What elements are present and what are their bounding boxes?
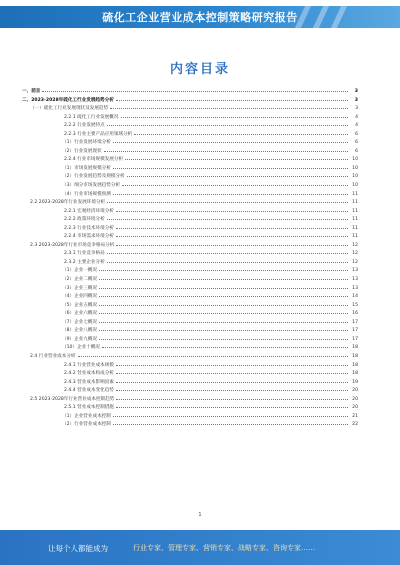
toc-entry-page: 11	[352, 217, 358, 223]
toc-entry-text: 2.5.1 营业成本控制措施	[64, 405, 114, 411]
toc-entry-text: 2.2.2 行业发展特点	[64, 123, 105, 129]
toc-entry[interactable]	[22, 231, 358, 240]
toc-entry[interactable]	[22, 95, 358, 104]
toc-entry-page: 19	[352, 379, 358, 385]
toc-leader-dots	[116, 206, 348, 212]
toc-entry-page: 10	[352, 183, 358, 189]
toc-entry[interactable]	[22, 377, 358, 386]
toc-entry[interactable]	[22, 394, 358, 403]
toc-entry[interactable]	[22, 265, 358, 274]
toc-leader-dots	[99, 334, 348, 340]
toc-entry-text: 2.4.2 营业成本构成分析	[64, 371, 114, 377]
toc-entry-text: 2.2.2 政策环境分析	[64, 217, 105, 223]
page-footer	[0, 530, 400, 565]
toc-leader-dots	[121, 112, 349, 118]
toc-leader-dots	[99, 317, 348, 323]
toc-entry[interactable]	[22, 86, 358, 95]
toc-entry-text: （4）行业市场规模预测	[62, 191, 111, 197]
toc-entry-text: 2.2.3 行业主要产品应用领域分析	[64, 131, 133, 137]
toc-entry-page: 17	[352, 328, 358, 334]
footer-slogan: 让每个人都能成为	[48, 544, 108, 553]
toc-leader-dots	[113, 137, 348, 143]
toc-entry[interactable]	[22, 325, 358, 334]
toc-leader-dots	[107, 248, 348, 254]
toc-entry[interactable]	[22, 351, 358, 360]
toc-entry-text: （1）市场发展规模分析	[62, 165, 111, 171]
toc-entry-text: 2.5 2023-2028年行业营业成本控制趋势	[30, 396, 115, 402]
toc-entry-text: 2.2.1 宏观经济环境分析	[64, 208, 114, 214]
toc-entry-page: 11	[352, 208, 358, 214]
toc-entry[interactable]	[22, 248, 358, 257]
toc-entry-page: 18	[352, 362, 358, 368]
toc-entry-page: 22	[352, 422, 358, 428]
toc-leader-dots	[102, 342, 348, 348]
toc-entry-text: （一）硫化工行业发展现状及发展趋势	[30, 106, 109, 112]
toc-entry[interactable]	[22, 317, 358, 326]
toc-entry-page: 3	[355, 106, 358, 112]
toc-entry-text: 2.2 2023-2028年行业发展环境分析	[30, 200, 106, 206]
toc-entry-page: 6	[355, 140, 358, 146]
toc-leader-dots	[116, 95, 348, 101]
toc-entry[interactable]	[22, 112, 358, 121]
toc-entry-page: 3	[354, 97, 358, 103]
toc-entry-text: 2.3.2 主要企业分析	[64, 259, 105, 265]
toc-entry[interactable]	[22, 137, 358, 146]
toc-entry-page: 18	[352, 353, 358, 359]
footer-tagline: 行业专家、管理专家、营销专家、战略专家、咨询专家……	[133, 544, 315, 552]
toc-leader-dots	[122, 180, 348, 186]
toc-entry[interactable]	[22, 291, 358, 300]
toc-leader-dots	[116, 231, 348, 237]
toc-entry[interactable]	[22, 214, 358, 223]
toc-entry-text: （9）企业九概况	[62, 336, 98, 342]
toc-entry[interactable]	[22, 103, 358, 112]
toc-entry-text: 2.4.4 营业成本变化趋势	[64, 388, 114, 394]
toc-leader-dots	[99, 325, 348, 331]
toc-leader-dots	[116, 223, 348, 229]
toc-entry-page: 13	[352, 285, 358, 291]
toc-entry[interactable]	[22, 300, 358, 309]
toc-entry-text: 2.4.3 营业成本影响因素	[64, 379, 114, 385]
toc-title: 内容目录	[169, 62, 230, 77]
toc-entry-text: 2.2.4 市场需求环境分析	[64, 234, 114, 240]
toc-leader-dots	[116, 402, 348, 408]
toc-entry-text: （4）企业四概况	[62, 294, 98, 300]
toc-entry[interactable]	[22, 163, 358, 172]
toc-entry[interactable]	[22, 257, 358, 266]
toc-leader-dots	[113, 163, 348, 169]
toc-entry-page: 11	[352, 200, 358, 206]
toc-entry[interactable]	[22, 171, 358, 180]
toc-entry-page: 17	[352, 319, 358, 325]
toc-leader-dots	[113, 419, 348, 425]
toc-entry-page: 20	[352, 396, 358, 402]
toc-entry-text: （2）行业营业成本控制	[62, 422, 111, 428]
toc-entry-text: 2.2.4 行业市场规模发展分析	[64, 157, 124, 163]
toc-entry-text: （6）企业六概况	[62, 311, 98, 317]
toc-entry-page: 18	[352, 371, 358, 377]
toc-entry-page: 4	[355, 123, 358, 129]
toc-entry[interactable]	[22, 385, 358, 394]
toc-entry-text: （1）企业营业成本控制	[62, 413, 111, 419]
toc-entry-text: 2.4 行业营业成本分析	[30, 353, 76, 359]
toc-leader-dots	[134, 129, 348, 135]
toc-entry[interactable]	[22, 283, 358, 292]
toc-leader-dots	[116, 368, 348, 374]
toc-leader-dots	[127, 171, 348, 177]
toc-entry-text: （2）企业二概况	[62, 277, 98, 283]
toc-entry-text: （2）行业发展现状	[62, 148, 102, 154]
toc-entry[interactable]	[22, 368, 358, 377]
toc-entry-page: 15	[352, 302, 358, 308]
table-of-contents	[22, 86, 358, 428]
toc-entry-text: （5）企业五概况	[62, 302, 98, 308]
toc-entry[interactable]	[22, 240, 358, 249]
toc-entry[interactable]	[22, 411, 358, 420]
toc-entry-text: （7）企业七概况	[62, 319, 98, 325]
toc-entry-page: 11	[352, 225, 358, 231]
toc-entry[interactable]	[22, 419, 358, 428]
toc-entry-page: 20	[352, 405, 358, 411]
toc-entry-page: 10	[352, 174, 358, 180]
toc-entry-page: 14	[352, 294, 358, 300]
toc-entry-page: 13	[352, 277, 358, 283]
toc-entry-page: 21	[352, 413, 358, 419]
toc-leader-dots	[107, 214, 348, 220]
page-header	[0, 0, 400, 34]
toc-leader-dots	[99, 265, 348, 271]
toc-entry-text: 2.2.3 行业技术环境分析	[64, 225, 114, 231]
toc-entry[interactable]	[22, 334, 358, 343]
toc-entry[interactable]	[22, 197, 358, 206]
toc-entry-text: （3）企业三概况	[62, 285, 98, 291]
toc-entry-page: 3	[354, 89, 358, 94]
page-number: 1	[198, 512, 202, 518]
toc-leader-dots	[107, 257, 348, 263]
toc-entry-text: （1）企业一概况	[62, 268, 98, 274]
toc-entry-page: 12	[352, 251, 358, 257]
toc-entry-page: 6	[355, 131, 358, 137]
toc-leader-dots	[113, 411, 348, 417]
toc-leader-dots	[116, 377, 348, 383]
toc-entry-text: 2.3.1 行业竞争格局	[64, 251, 105, 257]
toc-entry-text: 2.4.1 行业营业成本规模	[64, 362, 114, 368]
toc-leader-dots	[110, 103, 348, 109]
toc-leader-dots	[113, 189, 348, 195]
toc-leader-dots	[99, 283, 348, 289]
toc-entry-text: 二、2023-2028年硫化工行业发展趋势分析	[22, 97, 114, 103]
toc-leader-dots	[125, 154, 348, 160]
toc-entry[interactable]	[22, 360, 358, 369]
toc-entry-page: 10	[352, 157, 358, 163]
toc-entry-page: 12	[352, 259, 358, 265]
toc-leader-dots	[78, 351, 348, 357]
toc-leader-dots	[99, 274, 348, 280]
report-title: 硫化工企业营业成本控制策略研究报告	[102, 11, 298, 24]
toc-entry[interactable]	[22, 342, 358, 351]
toc-entry[interactable]	[22, 120, 358, 129]
toc-leader-dots	[107, 197, 348, 203]
toc-leader-dots	[116, 385, 348, 391]
toc-entry-text: 2.3 2023-2028年行业市场竞争格局分析	[30, 242, 115, 248]
toc-entry-text: 2.2.1 硫化工行业发展概况	[64, 114, 119, 120]
toc-entry-page: 11	[352, 234, 358, 240]
toc-entry-page: 20	[352, 388, 358, 394]
toc-entry-page: 4	[355, 114, 358, 120]
toc-entry-page: 6	[355, 148, 358, 154]
toc-entry-text: （1）行业发展环境分析	[62, 140, 111, 146]
toc-leader-dots	[116, 394, 348, 400]
toc-entry-page: 10	[352, 165, 358, 171]
toc-entry[interactable]	[22, 154, 358, 163]
toc-entry-page: 11	[352, 191, 358, 197]
toc-entry[interactable]	[22, 206, 358, 215]
toc-entry-page: 16	[352, 311, 358, 317]
toc-entry-text: （8）企业八概况	[62, 328, 98, 334]
toc-entry[interactable]	[22, 223, 358, 232]
toc-entry-page: 17	[352, 336, 358, 342]
toc-entry-text: （10）企业十概况	[62, 345, 101, 351]
toc-entry-text: 一、前言	[22, 89, 41, 94]
toc-entry-text: （2）行业发展趋势及规模分析	[62, 174, 125, 180]
toc-entry[interactable]	[22, 189, 358, 198]
toc-entry[interactable]	[22, 308, 358, 317]
toc-leader-dots	[99, 308, 348, 314]
toc-leader-dots	[99, 300, 348, 306]
toc-leader-dots	[107, 120, 348, 126]
toc-leader-dots	[42, 86, 348, 92]
toc-entry[interactable]	[22, 402, 358, 411]
toc-entry[interactable]	[22, 180, 358, 189]
toc-entry-page: 12	[352, 242, 358, 248]
toc-leader-dots	[104, 146, 348, 152]
toc-entry[interactable]	[22, 129, 358, 138]
toc-entry[interactable]	[22, 146, 358, 155]
toc-leader-dots	[99, 291, 348, 297]
toc-entry-page: 18	[352, 345, 358, 351]
toc-entry[interactable]	[22, 274, 358, 283]
toc-leader-dots	[116, 360, 348, 366]
toc-entry-text: （3）细分市场发展趋势分析	[62, 183, 121, 189]
toc-leader-dots	[116, 240, 348, 246]
toc-entry-page: 13	[352, 268, 358, 274]
